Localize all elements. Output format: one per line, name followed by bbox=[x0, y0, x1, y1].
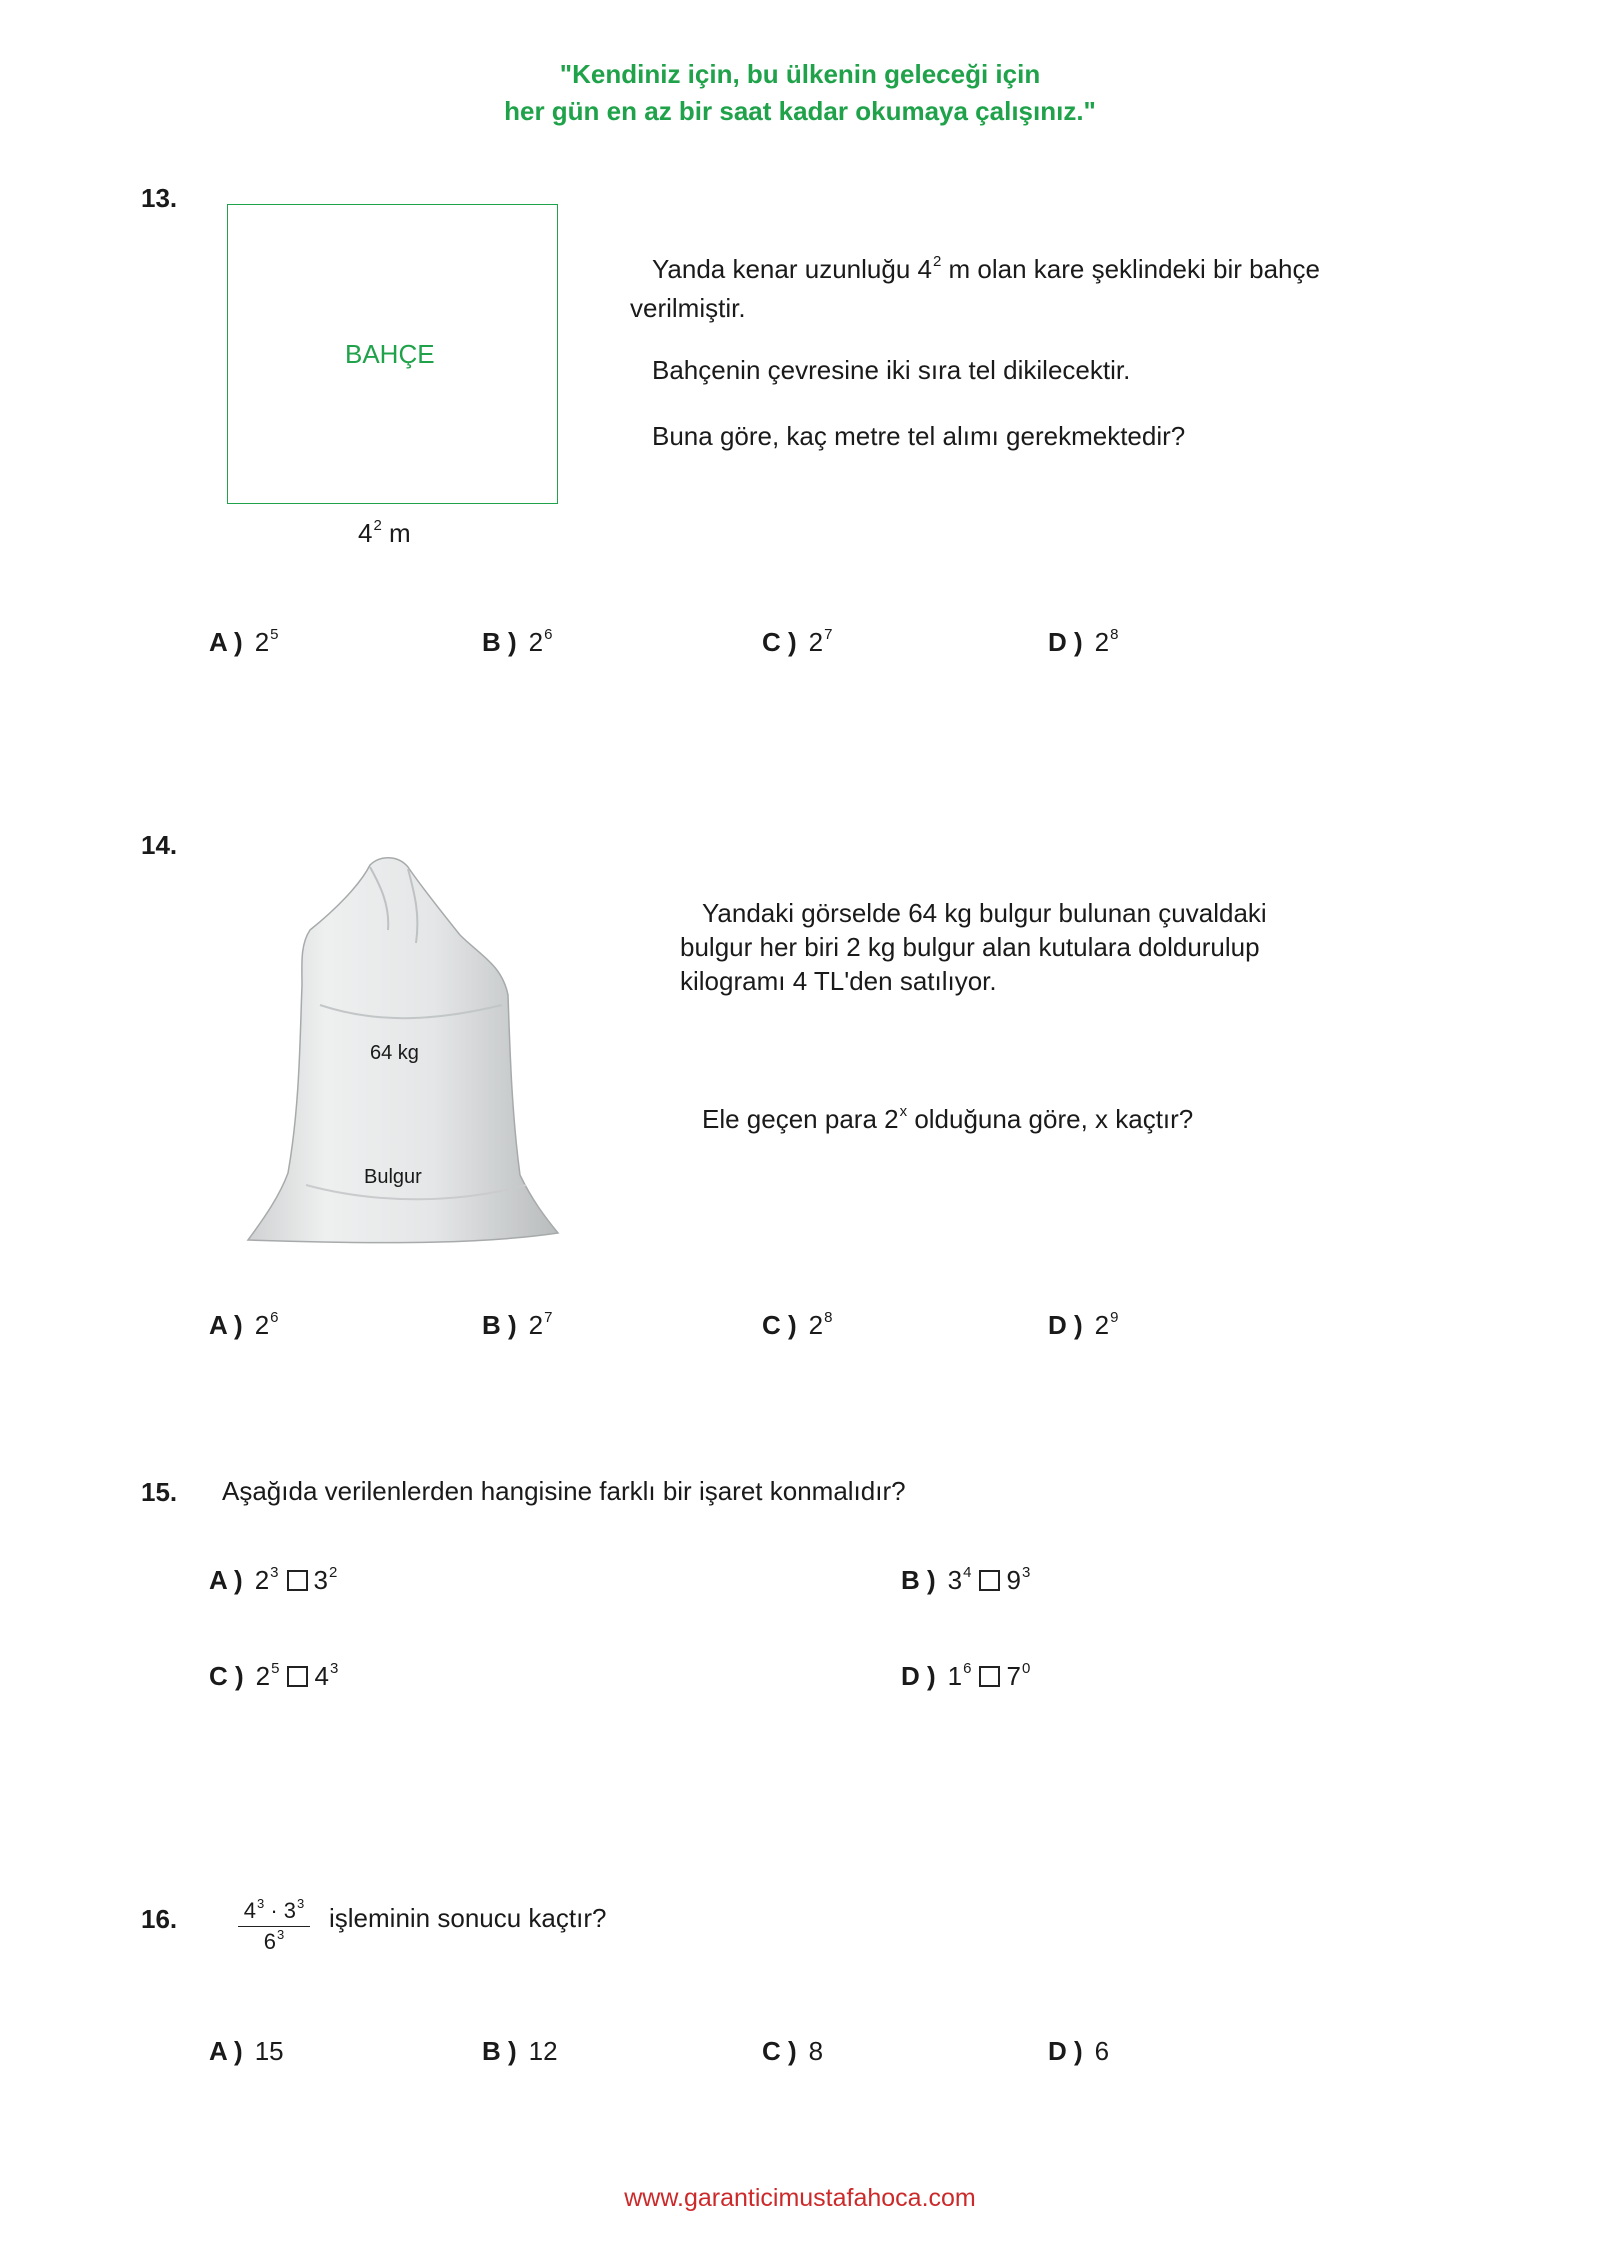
fraction-expression bbox=[238, 1898, 310, 1955]
option-exp: 6 bbox=[963, 1660, 972, 1677]
sack-weight-label: 64 kg bbox=[370, 1042, 419, 1064]
option-exp: 5 bbox=[271, 1660, 280, 1677]
multiply-dot: · bbox=[270, 1898, 278, 1923]
garden-square bbox=[227, 204, 558, 504]
option-exp: 7 bbox=[544, 1309, 553, 1326]
q14-p4-a: Ele geçen para 2 bbox=[702, 1104, 899, 1134]
q13-p1-a: Yanda kenar uzunluğu 4 bbox=[652, 254, 932, 284]
option-exp: 4 bbox=[963, 1564, 972, 1581]
option-exp: 3 bbox=[1021, 1564, 1031, 1581]
option-exp: 7 bbox=[824, 626, 833, 643]
option-label: B ) bbox=[482, 627, 517, 657]
q14-option-c[interactable] bbox=[762, 1310, 832, 1341]
question-15-text: Aşağıda verilenlerden hangisine farklı bir işaret konmalıdır? bbox=[222, 1476, 906, 1506]
question-14-text-2 bbox=[702, 1102, 1193, 1141]
numerator-base-2: 3 bbox=[283, 1898, 297, 1923]
option-value: 15 bbox=[254, 2036, 284, 2066]
q14-option-d[interactable] bbox=[1048, 1310, 1118, 1341]
question-13-text-3: Buna göre, kaç metre tel alımı gerekmektedir? bbox=[652, 421, 1186, 451]
option-base: 3 bbox=[947, 1565, 963, 1595]
question-13-text-1 bbox=[630, 252, 1320, 325]
q14-p1: Yandaki görselde 64 kg bulgur bulunan çuvaldaki bbox=[702, 898, 1267, 928]
option-label: C ) bbox=[762, 1310, 797, 1340]
option-label: D ) bbox=[1048, 1310, 1083, 1340]
option-exp: 6 bbox=[544, 626, 553, 643]
question-13-text-2: Bahçenin çevresine iki sıra tel dikilecektir. bbox=[652, 355, 1131, 385]
option-exp: 9 bbox=[1110, 1309, 1119, 1326]
option-base: 4 bbox=[314, 1661, 329, 1691]
q13-option-a[interactable] bbox=[209, 627, 279, 658]
header-motto bbox=[0, 56, 1600, 130]
option-base: 1 bbox=[947, 1661, 963, 1691]
option-label: B ) bbox=[901, 1565, 936, 1595]
q16-option-a[interactable] bbox=[209, 2036, 284, 2067]
question-16-number: 16. bbox=[141, 1904, 178, 1934]
numerator-base-1: 4 bbox=[243, 1898, 256, 1923]
option-label: B ) bbox=[482, 2036, 517, 2066]
option-label: A ) bbox=[209, 627, 243, 657]
q14-p4-b: olduğuna göre, x kaçtır? bbox=[907, 1104, 1194, 1134]
option-base: 2 bbox=[254, 1565, 270, 1595]
option-label: D ) bbox=[1048, 627, 1083, 657]
q15-option-a[interactable] bbox=[209, 1565, 337, 1596]
q13-option-c[interactable] bbox=[762, 627, 832, 658]
option-label: A ) bbox=[209, 1565, 243, 1595]
q15-option-c[interactable] bbox=[209, 1661, 338, 1692]
option-base: 7 bbox=[1006, 1661, 1021, 1691]
option-exp: 2 bbox=[328, 1564, 338, 1581]
numerator-exp-1: 3 bbox=[256, 1896, 265, 1911]
q14-p4-exp: x bbox=[899, 1103, 908, 1120]
header-motto-line1: "Kendiniz için, bu ülkenin geleceği için bbox=[559, 59, 1041, 89]
footer-website-link[interactable]: www.garanticimustafahoca.com bbox=[624, 2184, 976, 2212]
option-exp: 5 bbox=[270, 626, 279, 643]
empty-box-icon bbox=[979, 1570, 1000, 1591]
option-label: C ) bbox=[762, 627, 797, 657]
q13-option-d[interactable] bbox=[1048, 627, 1118, 658]
q13-p1-b: m olan kare şeklindeki bir bahçe bbox=[941, 254, 1320, 284]
option-value: 6 bbox=[1094, 2036, 1110, 2066]
question-13-number: 13. bbox=[141, 183, 178, 213]
option-value: 12 bbox=[528, 2036, 558, 2066]
denominator-base: 6 bbox=[263, 1929, 276, 1954]
empty-box-icon bbox=[287, 1666, 308, 1687]
option-base: 2 bbox=[528, 627, 544, 657]
fraction-numerator bbox=[238, 1898, 310, 1927]
q15-option-d[interactable] bbox=[901, 1661, 1030, 1692]
q15-option-b[interactable] bbox=[901, 1565, 1030, 1596]
empty-box-icon bbox=[979, 1666, 1000, 1687]
option-label: A ) bbox=[209, 2036, 243, 2066]
q14-option-b[interactable] bbox=[482, 1310, 552, 1341]
option-label: C ) bbox=[762, 2036, 797, 2066]
denominator-exp: 3 bbox=[277, 1927, 285, 1942]
q14-p2: bulgur her biri 2 kg bulgur alan kutulara doldurulup bbox=[680, 932, 1260, 962]
q16-option-c[interactable] bbox=[762, 2036, 823, 2067]
option-base: 2 bbox=[255, 1661, 271, 1691]
option-label: D ) bbox=[1048, 2036, 1083, 2066]
empty-box-icon bbox=[287, 1570, 308, 1591]
q14-p3: kilogramı 4 TL'den satılıyor. bbox=[680, 966, 997, 996]
garden-label: BAHÇE bbox=[345, 339, 435, 369]
option-exp: 3 bbox=[329, 1660, 339, 1677]
q13-p1-exp: 2 bbox=[932, 253, 942, 270]
option-label: C ) bbox=[209, 1661, 244, 1691]
option-base: 2 bbox=[1094, 1310, 1110, 1340]
option-label: B ) bbox=[482, 1310, 517, 1340]
option-value: 8 bbox=[808, 2036, 824, 2066]
option-base: 9 bbox=[1006, 1565, 1021, 1595]
option-base: 2 bbox=[254, 627, 270, 657]
header-motto-line2: her gün en az bir saat kadar okumaya çalışınız." bbox=[504, 96, 1096, 126]
question-14-text-1 bbox=[680, 896, 1267, 998]
option-base: 2 bbox=[808, 627, 824, 657]
option-label: D ) bbox=[901, 1661, 936, 1691]
q16-option-d[interactable] bbox=[1048, 2036, 1109, 2067]
q13-p1-c: verilmiştir. bbox=[630, 293, 746, 323]
question-15-number: 15. bbox=[141, 1477, 178, 1507]
option-base: 2 bbox=[808, 1310, 824, 1340]
side-exp: 2 bbox=[373, 517, 382, 534]
option-exp: 3 bbox=[270, 1564, 279, 1581]
side-unit: m bbox=[389, 518, 411, 548]
option-exp: 8 bbox=[824, 1309, 833, 1326]
option-exp: 0 bbox=[1021, 1660, 1031, 1677]
q13-option-b[interactable] bbox=[482, 627, 552, 658]
garden-side-length bbox=[358, 516, 411, 555]
numerator-exp-2: 3 bbox=[297, 1896, 305, 1911]
q14-option-a[interactable] bbox=[209, 1310, 279, 1341]
fraction-denominator bbox=[238, 1927, 310, 1955]
q16-option-b[interactable] bbox=[482, 2036, 558, 2067]
option-exp: 6 bbox=[270, 1309, 279, 1326]
question-14-number: 14. bbox=[141, 830, 178, 860]
option-label: A ) bbox=[209, 1310, 243, 1340]
option-base: 2 bbox=[1094, 627, 1110, 657]
option-base: 3 bbox=[313, 1565, 328, 1595]
side-base: 4 bbox=[358, 518, 373, 548]
option-base: 2 bbox=[528, 1310, 544, 1340]
sack-content-label: Bulgur bbox=[364, 1166, 422, 1188]
question-16-text: işleminin sonucu kaçtır? bbox=[329, 1903, 607, 1933]
option-base: 2 bbox=[254, 1310, 270, 1340]
option-exp: 8 bbox=[1110, 626, 1119, 643]
